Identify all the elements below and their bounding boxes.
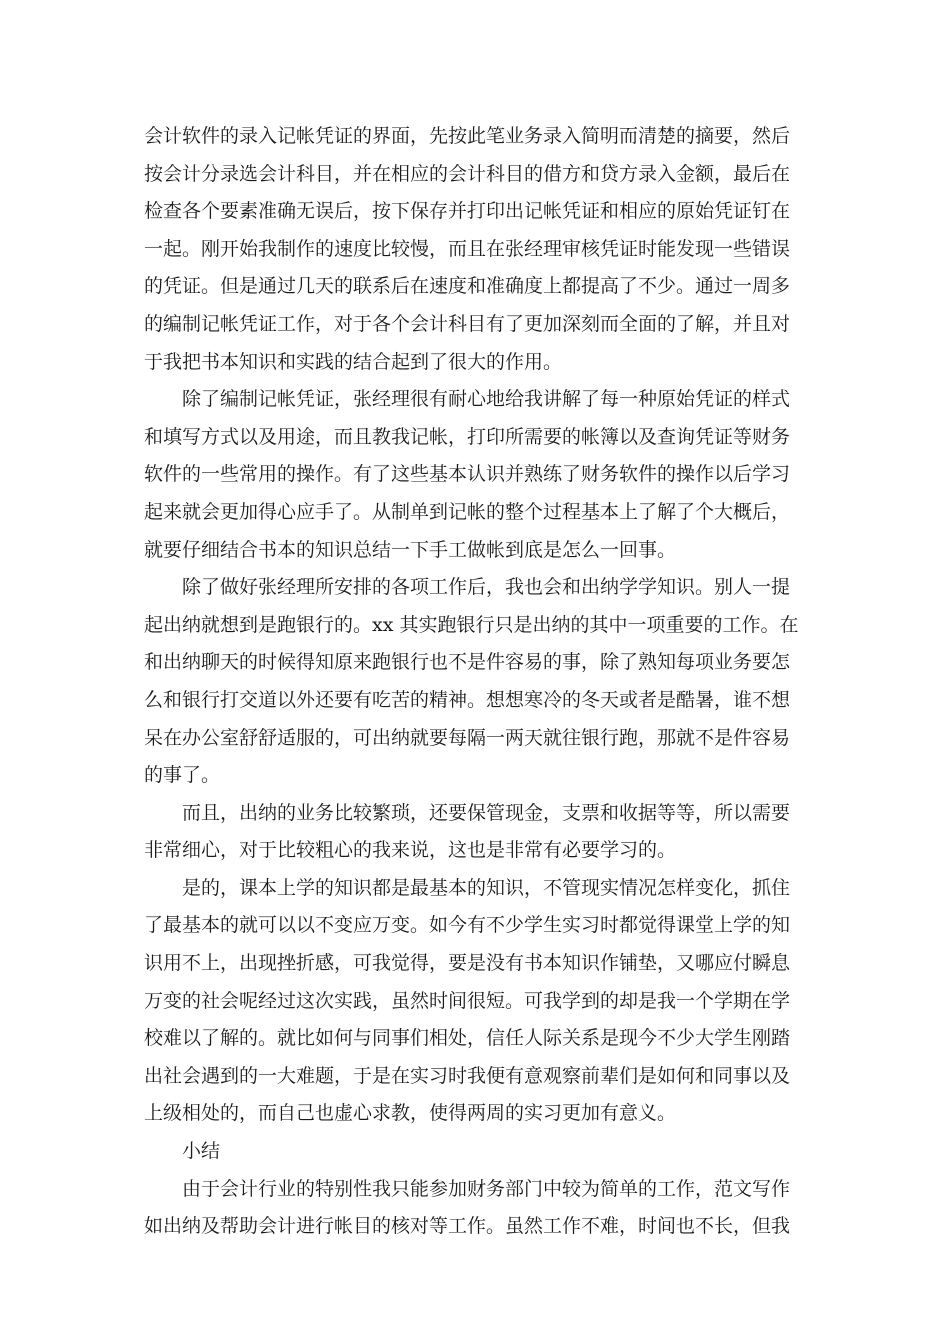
text-line: 就要仔细结合书本的知识总结一下手工做帐到底是怎么一回事。 (144, 538, 677, 561)
text-line: 检查各个要素准确无误后，按下保存并打印出记帐凭证和相应的原始凭证钉在 (144, 200, 791, 223)
text-line: 的编制记帐凭证工作，对于各个会计科目有了更加深刻而全面的了解，并且对 (144, 312, 791, 335)
paragraph-first-line: 是的，课本上学的知识都是最基本的知识，不管现实情况怎样变化，抓住 (182, 876, 791, 899)
text-line: 起来就会更加得心应手了。从制单到记帐的整个过程基本上了解了个大概后， (144, 500, 791, 523)
text-line: 呆在办公室舒舒适服的，可出纳就要每隔一两天就往银行跑，那就不是件容易 (144, 726, 791, 749)
text-line: 一起。刚开始我制作的速度比较慢，而且在张经理审核凭证时能发现一些错误 (144, 237, 791, 260)
text-line: 和填写方式以及用途，而且教我记帐，打印所需要的帐簿以及查询凭证等财务 (144, 425, 791, 448)
text-line: 如出纳及帮助会计进行帐目的核对等工作。虽然工作不难，时间也不长，但我 (144, 1215, 791, 1238)
paragraph-first-line: 而且，出纳的业务比较繁琐，还要保管现金，支票和收据等等，所以需要 (182, 801, 791, 824)
paragraph-first-line: 除了做好张经理所安排的各项工作后，我也会和出纳学学知识。别人一提 (182, 576, 791, 599)
text-line: 识用不上，出现挫折感，可我觉得，要是没有书本知识作铺垫，又哪应付瞬息 (144, 952, 791, 975)
text-line: 的凭证。但是通过几天的联系后在速度和准确度上都提高了不少。通过一周多 (144, 275, 791, 298)
text-line: 非常细心，对于比较粗心的我来说，这也是非常有必要学习的。 (144, 839, 677, 862)
paragraph-first-line: 除了编制记帐凭证，张经理很有耐心地给我讲解了每一种原始凭证的样式 (182, 388, 791, 411)
text-line: 万变的社会呢经过这次实践，虽然时间很短。可我学到的却是我一个学期在学 (144, 989, 791, 1012)
document-body (144, 118, 800, 1246)
text-line: 的事了。 (144, 764, 221, 787)
text-line: 软件的一些常用的操作。有了这些基本认识并熟练了财务软件的操作以后学习 (144, 463, 791, 486)
text-line: 上级相处的，而自己也虚心求教，使得两周的实习更加有意义。 (144, 1102, 677, 1125)
text-line: 了最基本的就可以以不变应万变。如今有不少学生实习时都觉得课堂上学的知 (144, 914, 791, 937)
text-line: 会计软件的录入记帐凭证的界面，先按此笔业务录入简明而清楚的摘要，然后 (144, 125, 791, 147)
text-line: 按会计分录选会计科目，并在相应的会计科目的借方和贷方录入金额，最后在 (144, 162, 791, 185)
paragraph-first-line: 由于会计行业的特别性我只能参加财务部门中较为简单的工作，范文写作 (182, 1177, 791, 1200)
text-line: 校难以了解的。就比如何与同事们相处，信任人际关系是现今不少大学生刚踏 (144, 1027, 791, 1050)
text-line: 起出纳就想到是跑银行的。xx 其实跑银行只是出纳的其中一项重要的工作。在 (144, 613, 799, 636)
section-heading: 小结 (182, 1140, 221, 1163)
text-line: 么和银行打交道以外还要有吃苦的精神。想想寒冷的冬天或者是酷暑，谁不想 (144, 688, 791, 711)
text-line: 出社会遇到的一大难题，于是在实习时我便有意观察前辈们是如何和同事以及 (144, 1064, 791, 1087)
text-line: 于我把书本知识和实践的结合起到了很大的作用。 (144, 350, 563, 373)
text-line: 和出纳聊天的时候得知原来跑银行也不是件容易的事，除了熟知每项业务要怎 (144, 651, 791, 674)
